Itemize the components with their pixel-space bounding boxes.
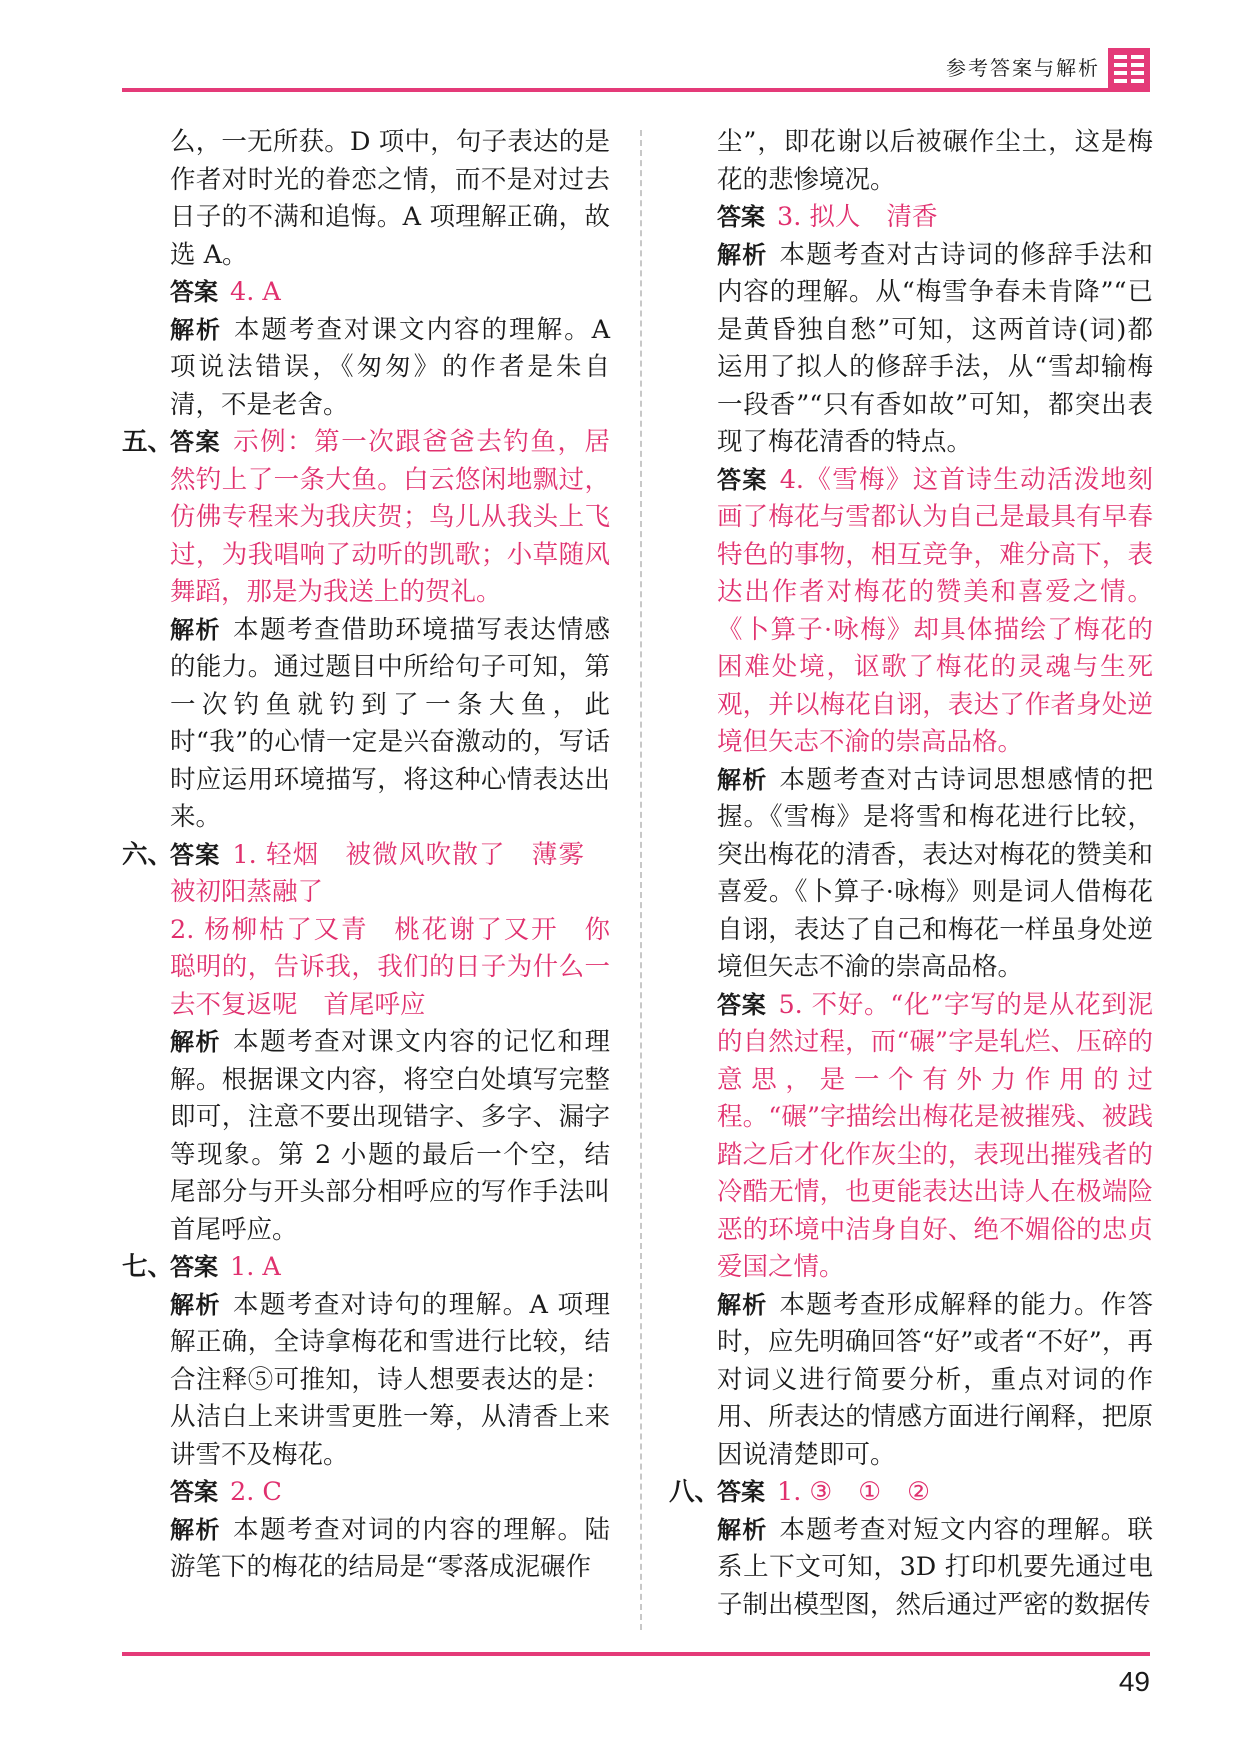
explanation-section-8: 解析 本题考查对短文内容的理解。联系上下文可知，3D 打印机要先通过电子制出模型图，然后通过严密的数据传 xyxy=(717,1514,1153,1620)
answer-section-6-q2: 2. 杨柳枯了又青 桃花谢了又开 你聪明的，告诉我，我们的日子为什么一去不复返呢 首尾呼应 xyxy=(170,914,610,1020)
book-icon xyxy=(1108,48,1150,90)
explanation-q4: 解析 本题考查对古诗词思想感情的把握。《雪梅》是将雪和梅花进行比较，突出梅花的清香，表达对梅花的赞美和喜爱。《卜算子·咏梅》则是词人借梅花自诩，表达了自己和梅花一样虽身处逆境但矢志不渝的崇高品格。 xyxy=(717,764,1153,982)
explanation-label: 解析 xyxy=(170,315,223,344)
section-number: 八、 xyxy=(669,1477,721,1507)
answer-section-7-q2: 答案 2. C xyxy=(170,1477,282,1507)
answer-section-6-q1: 六、 答案 1. 轻烟 被微风吹散了 薄雾被初阳蒸融了 xyxy=(170,837,610,912)
answer-q4: 答案 4.《雪梅》这首诗生动活泼地刻画了梅花与雪都认为自己是最具有早春特色的事物，相互竞争，难分高下，表达出作者对梅花的赞美和喜爱之情。《卜算子·咏梅》却具体描绘了梅花的困难处境，讴歌了梅花的灵魂与生死观，并以梅花自诩，表达了作者身处逆境但矢志不渝的崇高品格。 xyxy=(717,464,1153,757)
explanation-section-7-q1: 解析 本题考查对诗句的理解。A 项理解正确，全诗拿梅花和雪进行比较，结合注释⑤可推知，诗人想要表达的是：从洁白上来讲雪更胜一筹，从清香上来讲雪不及梅花。 xyxy=(170,1289,610,1470)
explanation-q3: 解析 本题考查对古诗词的修辞手法和内容的理解。从“梅雪争春未肯降”“已是黄昏独自愁”可知，这两首诗(词)都运用了拟人的修辞手法，从“雪却输梅一段香”“只有香如故”可知，都突出表现了梅花清香的特点。 xyxy=(717,239,1153,457)
answer-q5: 答案 5. 不好。“化”字写的是从花到泥的自然过程，而“碾”字是轧烂、压碎的意思，是一个有外力作用的过程。“碾”字描绘出梅花是被摧残、被践踏之后才化作灰尘的，表现出摧残者的冷酷无情，也更能表达出诗人在极端险恶的环境中洁身自好、绝不媚俗的忠贞爱国之情。 xyxy=(717,989,1153,1282)
paragraph: 尘”，即花谢以后被碾作尘土，这是梅花的悲惨境况。 xyxy=(717,127,1153,195)
answer-q4: 答案 4. A xyxy=(170,277,281,307)
section-number: 六、 xyxy=(122,839,174,870)
answer-section-5: 五、 答案 示例：第一次跟爸爸去钓鱼，居然钓上了一条大鱼。白云悠闲地飘过，仿佛专程来为我庆贺；鸟儿从我头上飞过，为我唱响了动听的凯歌；小草随风舞蹈，那是为我送上的贺礼。 xyxy=(170,424,610,612)
explanation-section-6: 解析 本题考查对课文内容的记忆和理解。根据课文内容，将空白处填写完整即可，注意不要出现错字、多字、漏字等现象。第 2 小题的最后一个空，结尾部分与开头部分相呼应的写作手法叫首尾呼应。 xyxy=(170,1027,610,1245)
header-title: 参考答案与解析 xyxy=(946,56,1100,80)
left-column xyxy=(122,124,610,1587)
footer-divider xyxy=(122,1652,1150,1656)
answer-label: 答案 xyxy=(170,278,218,306)
page-number: 49 xyxy=(1118,1666,1150,1697)
answer-q3: 答案 3. 拟人 清香 xyxy=(717,202,938,232)
section-number: 五、 xyxy=(122,427,174,457)
right-column xyxy=(669,124,1153,1624)
explanation-q4: 解析 本题考查对课文内容的理解。A 项说法错误，《匆匆》的作者是朱自清，不是老舍。 xyxy=(170,314,610,420)
explanation-section-5: 解析 本题考查借助环境描写表达情感的能力。通过题目中所给句子可知，第一次钓鱼就钓到了一条大鱼，此时“我”的心情一定是兴奋激动的，写话时应运用环境描写，将这种心情表达出来。 xyxy=(170,614,610,832)
answer-section-7-q1: 七、 答案 1. A xyxy=(170,1249,610,1287)
header-divider xyxy=(122,88,1150,92)
explanation-q5: 解析 本题考查形成解释的能力。作答时，应先明确回答“好”或者“不好”，再对词义进行简要分析，重点对词的作用、所表达的情感方面进行阐释，把原因说清楚即可。 xyxy=(717,1289,1153,1470)
answer-section-8: 八、 答案 1. ③ ① ② xyxy=(717,1474,1153,1512)
column-divider xyxy=(640,130,642,1630)
paragraph: 么，一无所获。D 项中，句子表达的是作者对时光的眷恋之情，而不是对过去日子的不满和追悔。A 项理解正确，故选 A。 xyxy=(170,127,610,270)
explanation-section-7-q2: 解析 本题考查对词的内容的理解。陆游笔下的梅花的结局是“零落成泥碾作 xyxy=(170,1514,610,1582)
section-number: 七、 xyxy=(122,1252,174,1282)
